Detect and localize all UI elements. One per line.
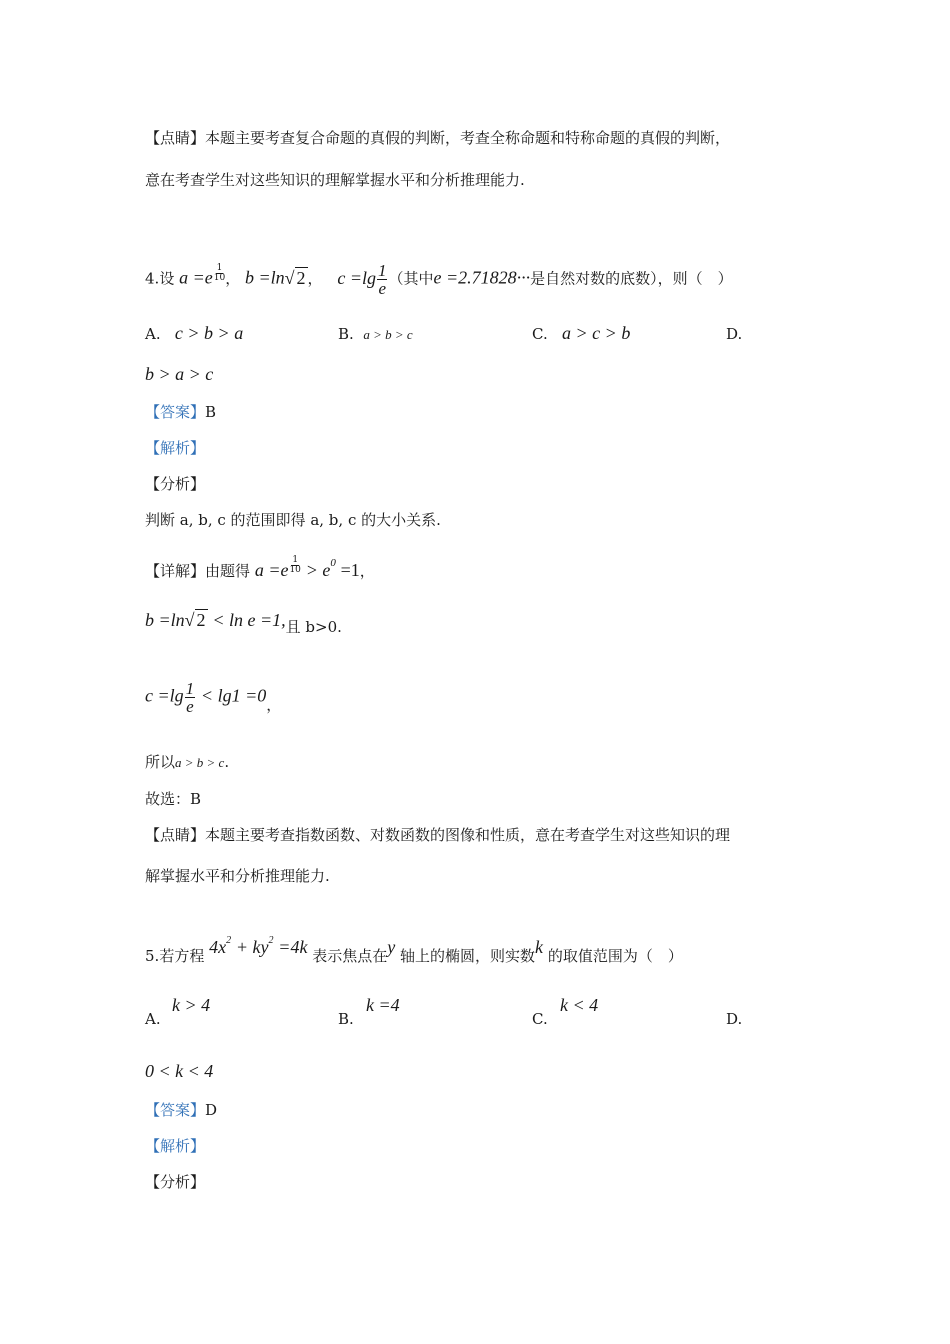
- q5-fenxi: 【分析】: [145, 1173, 206, 1191]
- q4-detail-2: b =ln√ 2 < ln e =1,且 b>0.: [145, 610, 342, 636]
- q4-choose: 故选：B: [145, 790, 202, 808]
- q4-option-c: C. a > c > b: [532, 323, 631, 343]
- q4-option-a: A. c > b > a: [145, 323, 244, 343]
- q4-stem: 4.设 a =e $\frac{1}{10}$ ， b =ln√ 2 ， c =lg $\frac{1}{e}$ （其中e =2.71828···是自然对数的底数），则（ ）: [145, 261, 733, 298]
- q4-number: 4.: [145, 269, 160, 288]
- q4-lead: 设: [159, 269, 175, 288]
- q4-fenxi: 【分析】: [145, 475, 206, 493]
- q5-option-c-label: C.: [532, 1010, 548, 1028]
- q5-option-d-label: D.: [726, 1010, 743, 1028]
- q4-jiexi: 【解析】: [145, 439, 206, 457]
- q5-answer: 【答案】D: [145, 1101, 218, 1119]
- q4-fenxi-text: 判断 a, b, c 的范围即得 a, b, c 的大小关系.: [145, 511, 441, 529]
- dianjing-text-1: 本题主要考查复合命题的真假的判断，考查全称命题和特称命题的真假的判断，: [205, 129, 731, 147]
- q4-c-fraction: $\frac{1}{e}$: [377, 261, 387, 298]
- q4-e-value: e =2.71828···: [433, 267, 531, 288]
- dianjing-tag: 【点睛】: [145, 129, 206, 147]
- q5-option-b-label: B.: [338, 1010, 354, 1028]
- q4-detail-1: 【详解】由题得 a =e $\frac{1}{10}$ > $e^0 =1$，: [145, 555, 375, 580]
- q5-stem: 5.若方程 $4x^2 + ky^2 =4k$ 表示焦点在y 轴上的椭圆，则实数k 的取值范围为（ ）: [145, 935, 683, 965]
- q4-b-eq: b =ln: [245, 267, 285, 288]
- q4-dianjing-2: 解掌握水平和分析推理能力.: [145, 867, 330, 885]
- q4-a-exponent: $\frac{1}{10}$: [213, 262, 226, 283]
- q4-option-b: B. a > b > c: [338, 325, 413, 343]
- q5-option-a-label: A.: [145, 1010, 161, 1028]
- q5-option-d: 0 < k < 4: [145, 1061, 214, 1081]
- q4-option-d: b > a > c: [145, 364, 214, 384]
- dianjing-line-1: [145, 128, 730, 148]
- q4-option-d-label: D.: [726, 325, 743, 343]
- q4-sqrt: √ 2: [284, 267, 306, 288]
- q5-option-a: k > 4: [172, 995, 211, 1015]
- q4-detail-3: c =lg $\frac{1}{e}$ < lg1 =0，: [145, 679, 282, 716]
- dianjing-line-2: 意在考查学生对这些知识的理解掌握水平和分析推理能力.: [145, 171, 525, 189]
- q5-jiexi: 【解析】: [145, 1137, 206, 1155]
- q5-option-c: k < 4: [560, 995, 599, 1015]
- q4-conclusion: 所以a > b > c.: [145, 753, 230, 771]
- q4-a-eq: a =e: [179, 267, 213, 288]
- q4-answer: 【答案】B: [145, 403, 217, 421]
- q4-dianjing-1: 【点睛】本题主要考查指数函数、对数函数的图像和性质，意在考查学生对这些知识的理: [145, 826, 731, 844]
- q5-option-b: k =4: [366, 995, 400, 1015]
- q4-c-eq: c =lg: [337, 267, 376, 288]
